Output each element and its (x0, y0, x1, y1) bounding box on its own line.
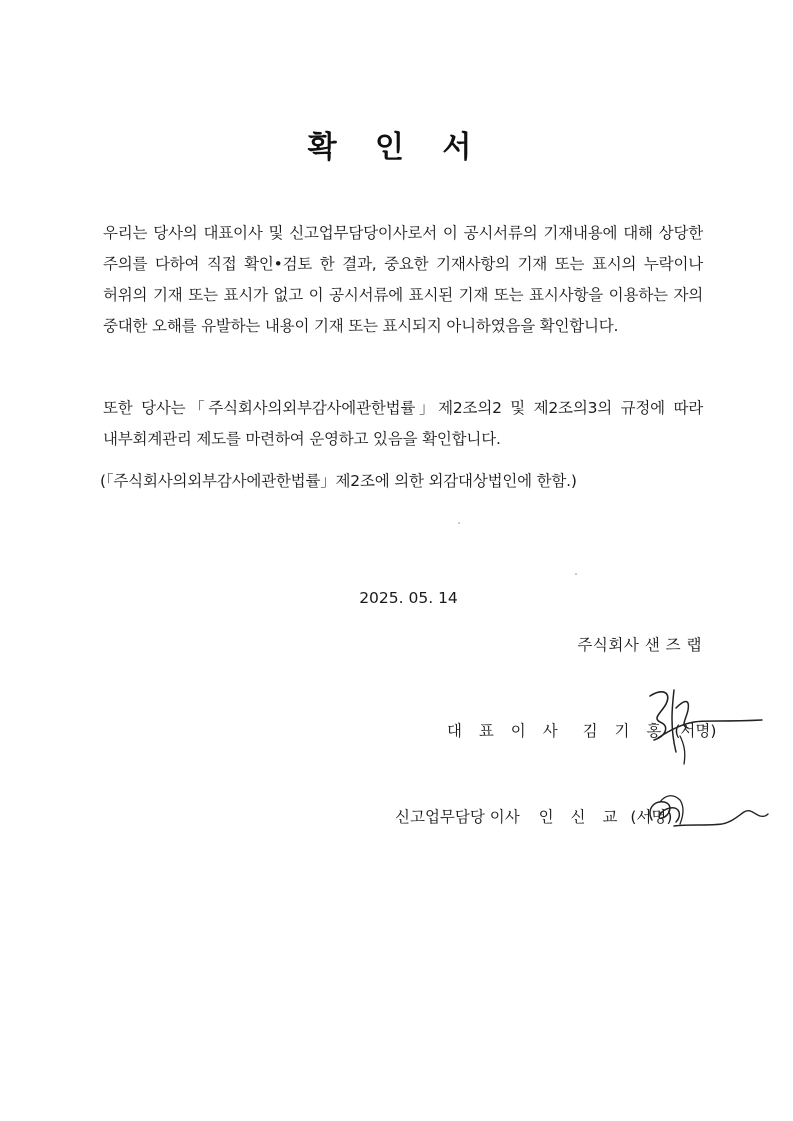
ceo-sign-mark: (서명) (674, 722, 717, 740)
confirmation-paragraph: 우리는 당사의 대표이사 및 신고업무담당이사로서 이 공시서류의 기재내용에 대해 상당한 주의를 다하여 직접 확인•검토 한 결과, 중요한 기재사항의 기재 또는 표시의 누락이나 허위의 기재 또는 표시가 없고 이 공시서류에 표시된 기재 또는 표시사항을 이용하는 자의 중대한 오해를 유발하는 내용이 기재 또는 표시되지 아니하였음을 확인합니다. (103, 224, 703, 335)
scan-speck (575, 573, 577, 575)
disclosure-director-sign-mark: (서명) (630, 808, 673, 826)
company-name: 주식회사 샌 즈 랩 (577, 636, 702, 654)
document-title: 확 인 서 (307, 130, 486, 165)
ceo-signature-line (447, 719, 716, 741)
applicability-note: (「주식회사의외부감사에관한법률」제2조에 의한 외감대상법인에 한함.) (100, 472, 577, 490)
disclosure-director-signature-line (395, 805, 672, 827)
internal-control-paragraph: 또한 당사는「주식회사의외부감사에관한법률」제2조의2 및 제2조의3의 규정에 따라 내부회계관리 제도를 마련하여 운영하고 있음을 확인합니다. (103, 399, 703, 448)
disclosure-director-role: 신고업무담당 이사 (395, 808, 520, 826)
scan-speck (458, 522, 460, 524)
document-date: 2025. 05. 14 (359, 589, 458, 607)
ceo-role: 대 표 이 사 (447, 722, 564, 740)
ceo-name: 김 기 홍 (582, 722, 668, 740)
disclosure-director-name: 인 신 교 (538, 808, 624, 826)
